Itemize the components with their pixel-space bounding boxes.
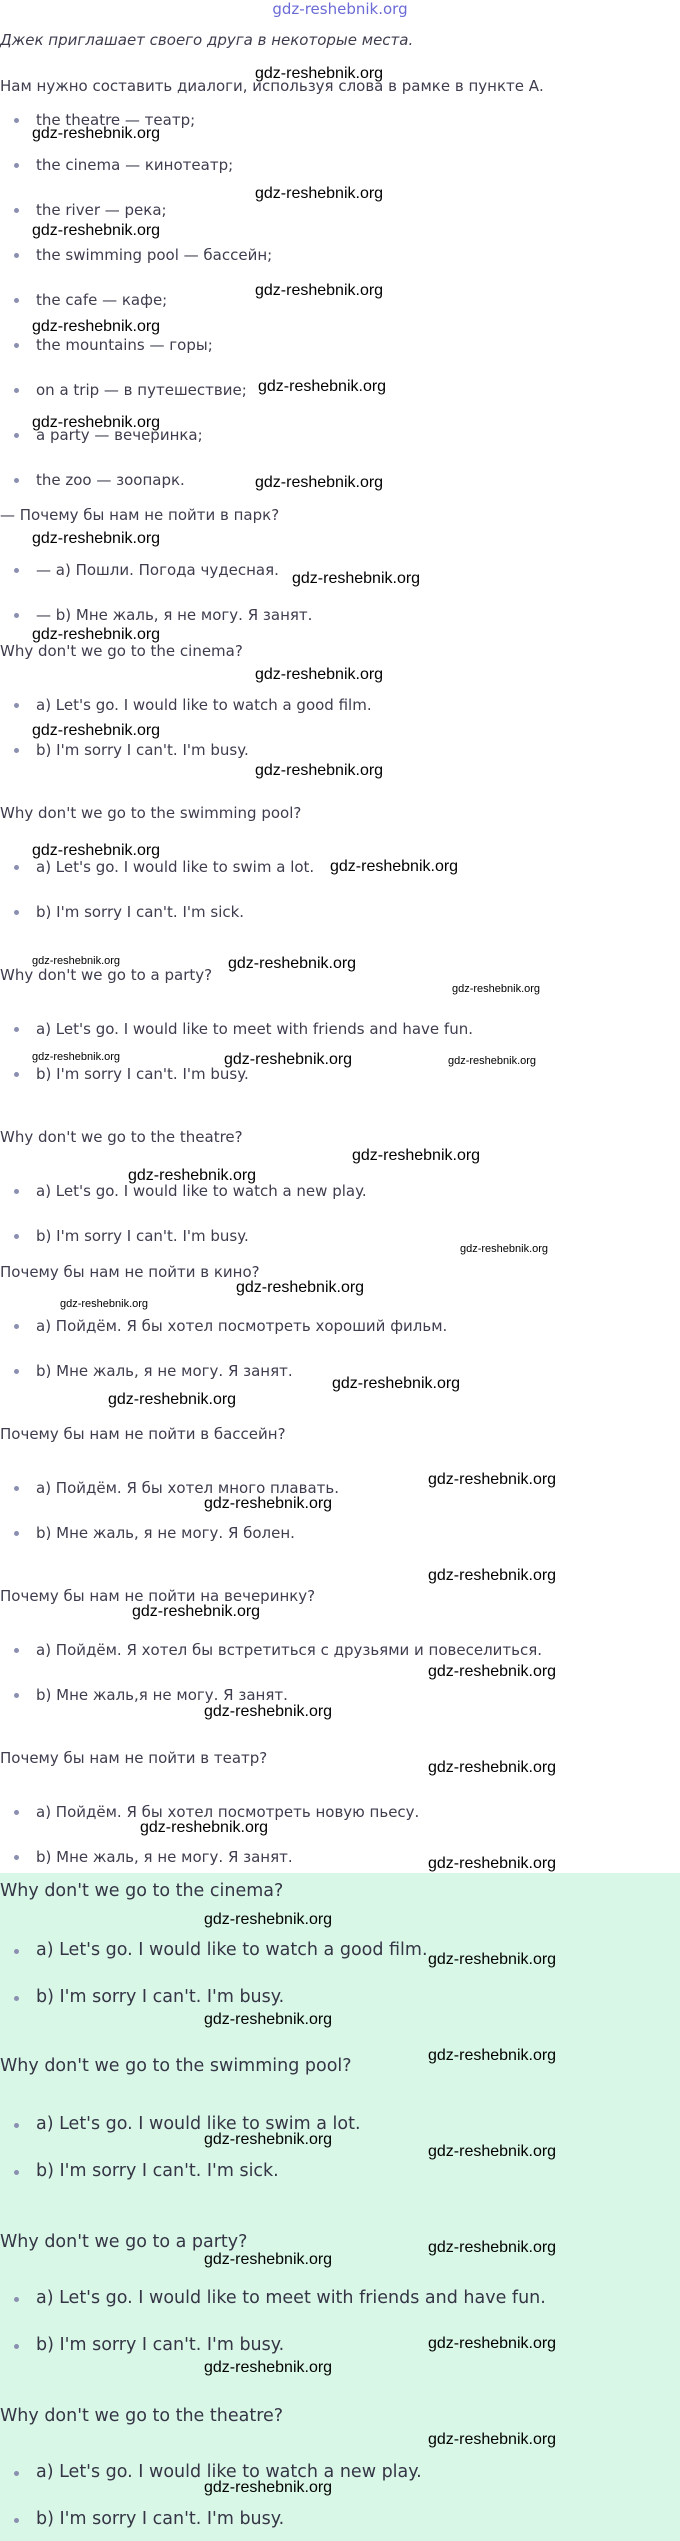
watermark: gdz-reshebnik.org: [330, 858, 459, 875]
example-answer: — b) Мне жаль, я не могу. Я занят.: [36, 606, 313, 624]
dialog-answer: a) Let's go. I would like to swim a lot.: [36, 2114, 361, 2134]
example-question: — Почему бы нам не пойти в парк?: [0, 506, 280, 524]
dialog-answer: a) Let's go. I would like to watch a new play.: [36, 1182, 367, 1200]
watermark: gdz-reshebnik.org: [255, 185, 384, 202]
dialog-answer: b) I'm sorry I can't. I'm busy.: [36, 1065, 249, 1083]
dialog-answer: a) Let's go. I would like to watch a good film.: [36, 1940, 428, 1960]
watermark: gdz-reshebnik.org: [204, 2479, 333, 2496]
watermark: gdz-reshebnik.org: [428, 1663, 557, 1680]
dialog-answer: b) Мне жаль,я не могу. Я занят.: [36, 1686, 288, 1704]
watermark: gdz-reshebnik.org: [60, 1298, 149, 1310]
watermark: gdz-reshebnik.org: [255, 282, 384, 299]
vocab-item: the theatre — театр;: [36, 111, 196, 129]
dialog-question: Почему бы нам не пойти в кино?: [0, 1263, 260, 1281]
watermark: gdz-reshebnik.org: [460, 1243, 549, 1255]
example-answer: — a) Пошли. Погода чудесная.: [36, 561, 279, 579]
dialog-question: Why don't we go to a party?: [0, 966, 213, 984]
vocab-item: the cinema — кинотеатр;: [36, 156, 234, 174]
watermark: gdz-reshebnik.org: [428, 2047, 557, 2064]
watermark: gdz-reshebnik.org: [204, 2251, 333, 2268]
vocab-item: the river — река;: [36, 201, 167, 219]
watermark: gdz-reshebnik.org: [204, 2131, 333, 2148]
dialog-question: Why don't we go to the cinema?: [0, 1881, 284, 1901]
dialog-question: Why don't we go to a party?: [0, 2232, 248, 2252]
dialog-answer: a) Пойдём. Я хотел бы встретиться с друзьями и повеселиться.: [36, 1641, 543, 1659]
watermark: gdz-reshebnik.org: [108, 1391, 237, 1408]
dialog-answer: a) Let's go. I would like to meet with friends and have fun.: [36, 2288, 546, 2308]
watermark: gdz-reshebnik.org: [32, 722, 161, 739]
watermark: gdz-reshebnik.org: [32, 414, 161, 431]
watermark: gdz-reshebnik.org: [236, 1279, 365, 1296]
watermark: gdz-reshebnik.org: [140, 1819, 269, 1836]
watermark: gdz-reshebnik.org: [428, 1759, 557, 1776]
watermark: gdz-reshebnik.org: [448, 1055, 537, 1067]
intro-text: Джек приглашает своего друга в некоторые места.: [0, 31, 414, 49]
watermark: gdz-reshebnik.org: [128, 1167, 257, 1184]
watermark: gdz-reshebnik.org: [428, 1951, 557, 1968]
watermark: gdz-reshebnik.org: [428, 2239, 557, 2256]
dialog-answer: b) I'm sorry I can't. I'm busy.: [36, 2509, 285, 2529]
dialog-answer: b) I'm sorry I can't. I'm busy.: [36, 1227, 249, 1245]
watermark: gdz-reshebnik.org: [428, 1855, 557, 1872]
dialog-question: Why don't we go to the swimming pool?: [0, 2056, 352, 2076]
watermark: gdz-reshebnik.org: [255, 474, 384, 491]
watermark: gdz-reshebnik.org: [204, 1495, 333, 1512]
watermark: gdz-reshebnik.org: [32, 842, 161, 859]
dialog-question: Why don't we go to the theatre?: [0, 1128, 243, 1146]
watermark: gdz-reshebnik.org: [428, 2143, 557, 2160]
watermark: gdz-reshebnik.org: [204, 2011, 333, 2028]
watermark: gdz-reshebnik.org: [428, 1471, 557, 1488]
dialog-question: Why don't we go to the swimming pool?: [0, 804, 302, 822]
watermark: gdz-reshebnik.org: [428, 2431, 557, 2448]
watermark: gdz-reshebnik.org: [32, 626, 161, 643]
dialog-answer: b) Мне жаль, я не могу. Я болен.: [36, 1524, 295, 1542]
watermark: gdz-reshebnik.org: [255, 65, 384, 82]
dialog-answer: a) Let's go. I would like to meet with friends and have fun.: [36, 1020, 473, 1038]
dialog-answer: b) I'm sorry I can't. I'm busy.: [36, 2335, 285, 2355]
watermark: gdz-reshebnik.org: [32, 125, 161, 142]
watermark: gdz-reshebnik.org: [428, 1567, 557, 1584]
watermark: gdz-reshebnik.org: [32, 318, 161, 335]
dialog-answer: a) Пойдём. Я бы хотел посмотреть новую пьесу.: [36, 1803, 420, 1821]
dialog-answer: a) Пойдём. Я бы хотел много плавать.: [36, 1479, 339, 1497]
dialog-answer: a) Пойдём. Я бы хотел посмотреть хороший фильм.: [36, 1317, 448, 1335]
dialog-answer: a) Let's go. I would like to watch a new play.: [36, 2462, 422, 2482]
watermark: gdz-reshebnik.org: [224, 1051, 353, 1068]
watermark: gdz-reshebnik.org: [32, 1051, 121, 1063]
dialog-answer: b) I'm sorry I can't. I'm busy.: [36, 1987, 285, 2007]
watermark: gdz-reshebnik.org: [352, 1147, 481, 1164]
watermark: gdz-reshebnik.org: [428, 2335, 557, 2352]
site-title[interactable]: gdz-reshebnik.org: [272, 0, 408, 18]
watermark: gdz-reshebnik.org: [204, 1703, 333, 1720]
dialog-answer: b) Мне жаль, я не могу. Я занят.: [36, 1362, 293, 1380]
watermark: gdz-reshebnik.org: [255, 762, 384, 779]
watermark: gdz-reshebnik.org: [452, 983, 541, 995]
watermark: gdz-reshebnik.org: [132, 1603, 261, 1620]
task-text: Нам нужно составить диалоги, используя слова в рамке в пункте А.: [0, 77, 544, 95]
watermark: gdz-reshebnik.org: [258, 378, 387, 395]
vocab-item: the swimming pool — бассейн;: [36, 246, 273, 264]
watermark: gdz-reshebnik.org: [228, 955, 357, 972]
watermark: gdz-reshebnik.org: [32, 530, 161, 547]
vocab-item: the mountains — горы;: [36, 336, 213, 354]
watermark: gdz-reshebnik.org: [255, 666, 384, 683]
watermark: gdz-reshebnik.org: [204, 2359, 333, 2376]
watermark: gdz-reshebnik.org: [292, 570, 421, 587]
vocab-item: the zoo — зоопарк.: [36, 471, 185, 489]
dialog-answer: b) I'm sorry I can't. I'm sick.: [36, 2161, 279, 2181]
dialog-question: Why don't we go to the cinema?: [0, 642, 243, 660]
dialog-question: Почему бы нам не пойти в театр?: [0, 1749, 268, 1767]
dialog-answer: b) I'm sorry I can't. I'm sick.: [36, 903, 245, 921]
vocab-item: on a trip — в путешествие;: [36, 381, 247, 399]
dialog-answer: a) Let's go. I would like to watch a good film.: [36, 696, 372, 714]
highlighted-section: [0, 1873, 680, 2541]
dialog-answer: a) Let's go. I would like to swim a lot.: [36, 858, 315, 876]
vocab-item: the cafe — кафе;: [36, 291, 168, 309]
dialog-answer: b) Мне жаль, я не могу. Я занят.: [36, 1848, 293, 1866]
dialog-question: Почему бы нам не пойти на вечеринку?: [0, 1587, 316, 1605]
dialog-question: Почему бы нам не пойти в бассейн?: [0, 1425, 286, 1443]
watermark: gdz-reshebnik.org: [32, 222, 161, 239]
vocab-item: a party — вечеринка;: [36, 426, 203, 444]
watermark: gdz-reshebnik.org: [32, 955, 121, 967]
dialog-question: Why don't we go to the theatre?: [0, 2406, 284, 2426]
dialog-answer: b) I'm sorry I can't. I'm busy.: [36, 741, 249, 759]
watermark: gdz-reshebnik.org: [332, 1375, 461, 1392]
watermark: gdz-reshebnik.org: [204, 1911, 333, 1928]
